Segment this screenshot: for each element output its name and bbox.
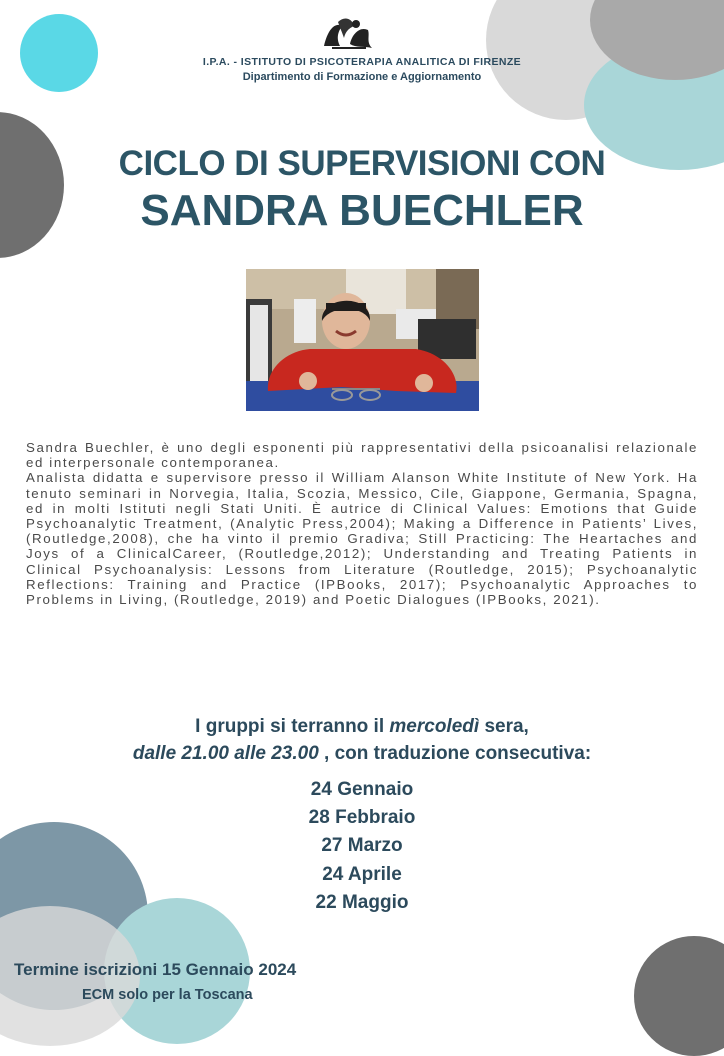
- schedule-prefix: I gruppi si terranno il: [195, 716, 390, 737]
- schedule-line1: [0, 713, 724, 740]
- speaker-bio: [26, 440, 698, 607]
- ipa-logo-icon: [322, 16, 374, 50]
- schedule-translation: , con traduzione consecutiva:: [318, 743, 592, 764]
- session-date: 24 Aprile: [322, 863, 402, 885]
- session-date: 28 Febbraio: [308, 807, 416, 829]
- schedule-day: mercoledì: [389, 716, 480, 737]
- session-date: 22 Maggio: [315, 891, 409, 913]
- schedule-suffix: sera,: [479, 716, 529, 737]
- schedule-line2: [0, 740, 724, 767]
- speaker-photo: [246, 269, 479, 411]
- ecm-note: ECM solo per la Toscana: [82, 987, 253, 1003]
- schedule-info: [0, 713, 724, 767]
- department-name: Dipartimento di Formazione e Aggiornamento: [242, 71, 482, 83]
- schedule-time: dalle 21.00 alle 23.00: [132, 743, 319, 764]
- session-dates: [0, 776, 724, 917]
- session-date: 24 Gennaio: [310, 779, 414, 800]
- org-name: I.P.A. - ISTITUTO DI PSICOTERAPIA ANALITICA DI FIRENZE: [202, 56, 522, 68]
- decor-circle-gray-left: [0, 112, 64, 258]
- session-date: 27 Marzo: [321, 835, 403, 857]
- title-line2: SANDRA BUECHLER: [140, 186, 584, 235]
- title-line1: CICLO DI SUPERVISIONI CON: [118, 144, 606, 183]
- bio-paragraph-2: Analista didatta e supervisore presso il William Alanson White Institute of New York. Ha tenuto seminari in Norvegia, Italia, Scozia, Messico, Cile, Giappone, Germania, Spagna, ed in molti Istituti negli Stati Uniti. È autrice di Clinical Values: Emotions that Guide Psychoanalytic Treatment, (Analytic Press,2004); Making a Difference in Patients’ Lives, (Routledge,2008), che ha vinto il premio Gradiva; Still Practicing: The Heartaches and Joys of a ClinicalCareer, (Routledge,2012); Understanding and Treating Patients in Clinical Psychoanalysis: Lessons from Literature (Routledge, 2015); Psychoanalytic Reflections: Training and Practice (IPBooks, 2017); Psychoanalytic Approaches to Problems in Living, (Routledge, 2019) and Poetic Dialogues (IPBooks, 2021).: [26, 470, 698, 608]
- decor-circle-gray-bottom-right: [634, 936, 724, 1056]
- bio-paragraph-1: Sandra Buechler, è uno degli esponenti più rappresentativi della psicoanalisi relazionale ed interpersonale contemporanea.: [26, 440, 698, 471]
- registration-deadline: Termine iscrizioni 15 Gennaio 2024: [14, 960, 297, 979]
